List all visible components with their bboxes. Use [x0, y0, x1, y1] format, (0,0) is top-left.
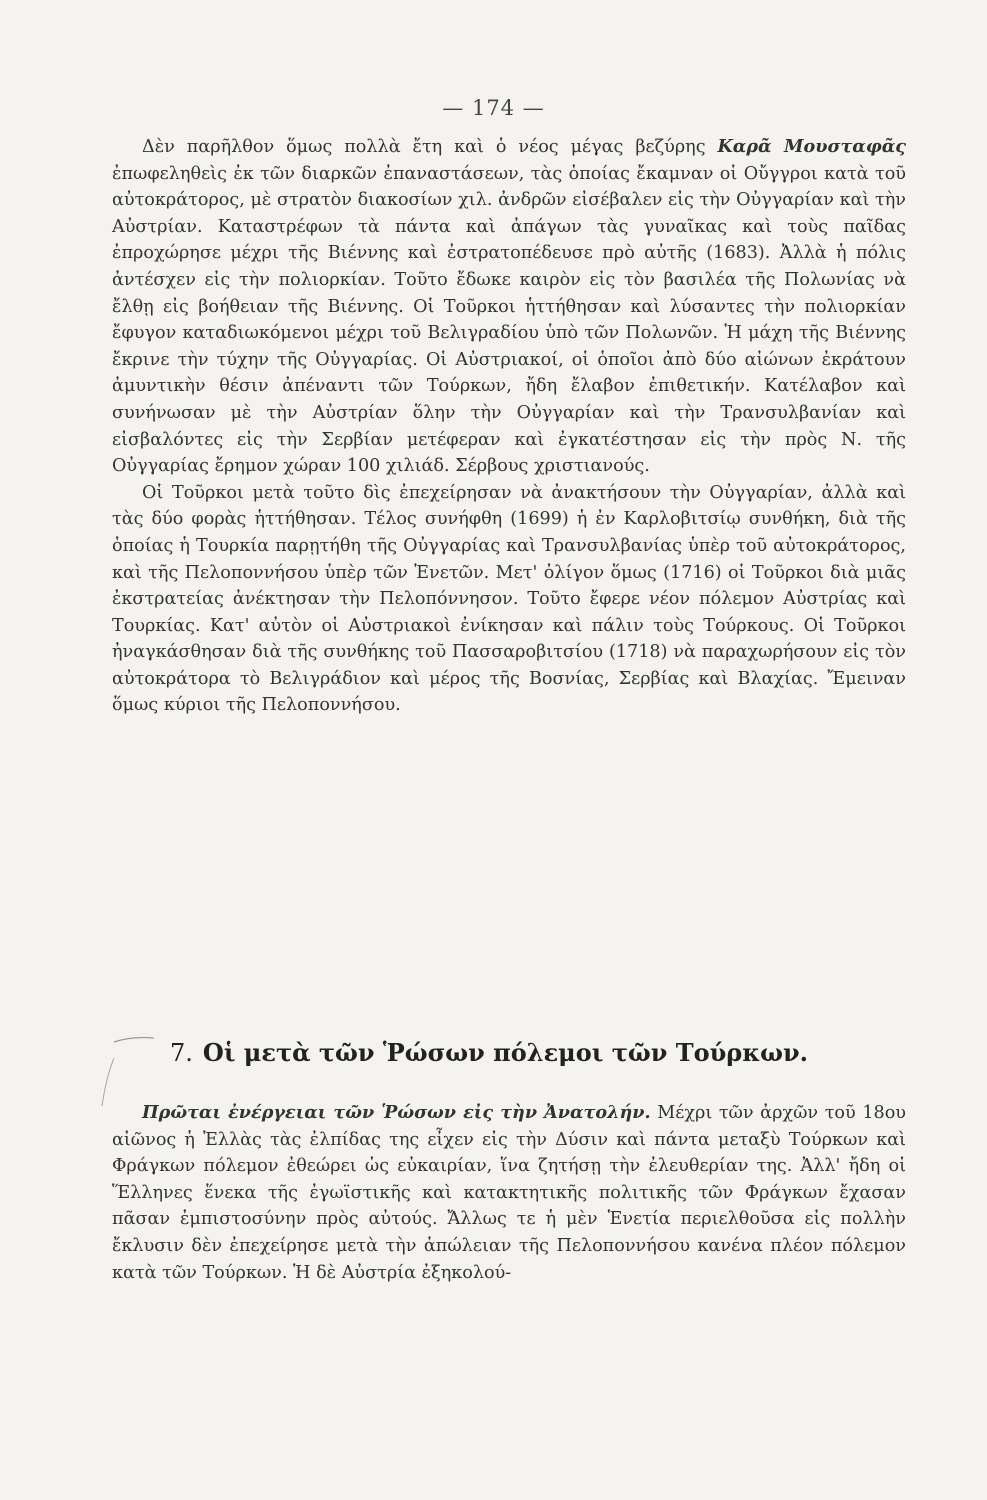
- paragraph-text: ἐπωφεληθεὶς ἐκ τῶν διαρκῶν ἐπαναστάσεων, τὰς ὁποίας ἔκαμναν οἱ Οὔγγροι κατὰ τοῦ αὐτοκράτορος, μὲ στρατὸν διακοσίων χιλ. ἀνδρῶν εἰσέβαλεν εἰς τὴν Οὐγγαρίαν καὶ τὴν Αὐστρίαν. Καταστρέφων τὰ πάντα καὶ ἀπάγων τὰς γυναῖκας καὶ τοὺς παῖδας ἐπροχώρησε μέχρι τῆς Βιέννης καὶ ἐστρατοπέδευσε πρὸ αὐτῆς (1683). Ἀλλὰ ἡ πόλις ἀντέσχεν εἰς τὴν πολιορκίαν. Τοῦτο ἔδωκε καιρὸν εἰς τὸν βασιλέα τῆς Πολωνίας νὰ ἔλθῃ εἰς βοήθειαν τῆς Βιέννης. Οἱ Τοῦρκοι ἡττήθησαν καὶ λύσαντες τὴν πολιορκίαν ἔφυγον καταδιωκόμενοι μέχρι τοῦ Βελιγραδίου ὑπὸ τῶν Πολωνῶν. Ἡ μάχη τῆς Βιέννης ἔκρινε τὴν τύχην τῆς Οὐγγαρίας. Οἱ Αὐστριακοί, οἱ ὁποῖοι ἀπὸ δύο αἰώνων ἐκράτουν ἀμυντικὴν θέσιν ἀπέναντι τῶν Τούρκων, ἤδη ἔλαβον ἐπιθετικήν. Κατέλαβον καὶ συνήνωσαν μὲ τὴν Αὐστρίαν ὅλην τὴν Οὐγγαρίαν καὶ τὴν Τρανσυλβανίαν καὶ εἰσβαλόντες εἰς τὴν Σερβίαν μετέφεραν καὶ ἐγκατέστησαν εἰς τὴν πρὸς Ν. τῆς Οὐγγαρίας ἔρημον χώραν 100 χιλιάδ. Σέρβους χριστιανούς.: [112, 163, 906, 477]
- emphasized-name: Καρᾶ Μουσταφᾶς: [717, 136, 906, 157]
- paragraph-text: Δὲν παρῆλθον ὅμως πολλὰ ἔτη καὶ ὁ νέος μέγας βεζύρης: [142, 137, 718, 157]
- text-block-russians: [112, 1100, 906, 1286]
- paragraph-russian-actions: [112, 1100, 906, 1286]
- section-heading: [170, 1038, 910, 1067]
- pencil-annotation-mark: [92, 1028, 172, 1108]
- section-title: Οἱ μετὰ τῶν Ῥώσων πόλεμοι τῶν Τούρκων.: [202, 1038, 809, 1067]
- paragraph-lead: Πρῶται ἐνέργειαι τῶν Ῥώσων εἰς τὴν Ἀνατολήν.: [142, 1102, 651, 1123]
- paragraph-siege-of-vienna: [112, 134, 906, 480]
- page-number: — 174 —: [442, 96, 545, 120]
- paragraph-text: Μέχρι τῶν ἀρχῶν τοῦ 18ου αἰῶνος ἡ Ἑλλὰς τὰς ἐλπίδας της εἶχεν εἰς τὴν Δύσιν καὶ πάντα μεταξὺ Τούρκων καὶ Φράγκων πόλεμον ἐθεώρει ὡς εὐκαιρίαν, ἵνα ζητήσῃ τὴν ἐλευθερίαν της. Ἀλλ' ἤδη οἱ Ἕλληνες ἕνεκα τῆς ἐγωϊστικῆς καὶ κατακτητικῆς πολιτικῆς τῶν Φράγκων ἔχασαν πᾶσαν ἐμπιστοσύνην πρὸς αὐτούς. Ἄλλως τε ἡ μὲν Ἑνετία περιελθοῦσα εἰς πολλὴν ἔκλυσιν δὲν ἐπεχείρησε μετὰ τὴν ἀπώλειαν τῆς Πελοποννήσου κανένα πλέον πόλεμον κατὰ τῶν Τούρκων. Ἡ δὲ Αὐστρία ἐξηκολού-: [112, 1103, 906, 1283]
- paragraph-treaties: Οἱ Τοῦρκοι μετὰ τοῦτο δὶς ἐπεχείρησαν νὰ ἀνακτήσουν τὴν Οὐγγαρίαν, ἀλλὰ καὶ τὰς δύο φορὰς ἡττήθησαν. Τέλος συνήφθη (1699) ἡ ἐν Καρλοβιτσίῳ συνθήκη, διὰ τῆς ὁποίας ἡ Τουρκία παρῃτήθη τῆς Οὐγγαρίας καὶ Τρανσυλβανίας ὑπὲρ τοῦ αὐτοκράτορος, καὶ τῆς Πελοποννήσου ὑπὲρ τῶν Ἑνετῶν. Μετ' ὀλίγον ὅμως (1716) οἱ Τοῦρκοι διὰ μιᾶς ἐκστρατείας ἀνέκτησαν τὴν Πελοπόννησον. Τοῦτο ἔφερε νέον πόλεμον Αὐστρίας καὶ Τουρκίας. Κατ' αὐτὸν οἱ Αὐστριακοὶ ἐνίκησαν καὶ πάλιν τοὺς Τούρκους. Οἱ Τοῦρκοι ἠναγκάσθησαν διὰ τῆς συνθήκης τοῦ Πασσαροβιτσίου (1718) νὰ παραχωρήσουν εἰς τὸν αὐτοκράτορα τὸ Βελιγράδιον καὶ μέρος τῆς Βοσνίας, Σερβίας καὶ Βλαχίας. Ἔμειναν ὅμως κύριοι τῆς Πελοποννήσου.: [112, 482, 906, 716]
- text-block-vienna: [112, 134, 906, 719]
- section-number: 7.: [170, 1039, 193, 1067]
